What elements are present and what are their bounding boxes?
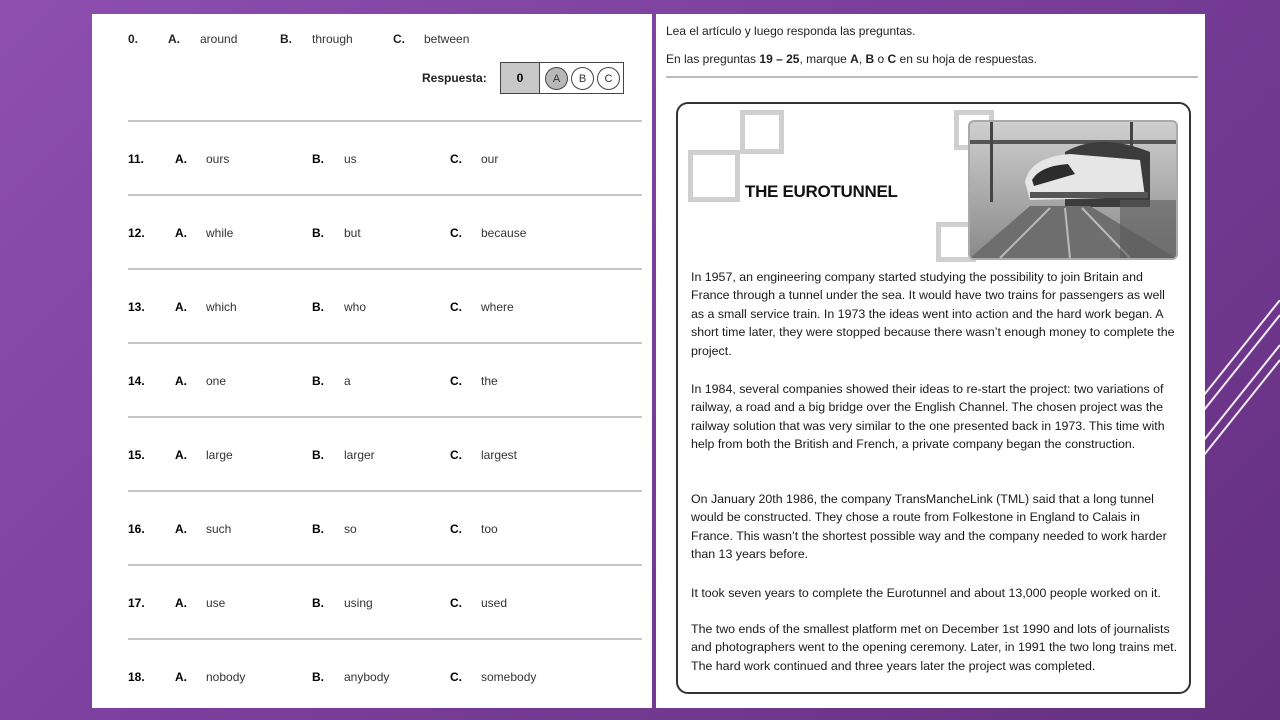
option-letter-a: A. <box>175 448 187 462</box>
divider <box>128 120 642 122</box>
article-title: THE EUROTUNNEL <box>745 182 898 201</box>
divider <box>128 342 642 344</box>
answer-bubble-a[interactable]: A <box>545 67 568 90</box>
instruction-2: En las preguntas 19 – 25, marque A, B o C en su hoja de respuestas. <box>666 52 1037 66</box>
option-b: us <box>344 152 357 166</box>
question-number: 15. <box>128 448 145 462</box>
option-letter-c: C. <box>450 448 462 462</box>
option-letter-b: B. <box>312 152 324 166</box>
option-b: so <box>344 522 357 536</box>
option-text: around <box>200 32 238 46</box>
answer-bubble-c[interactable]: C <box>597 67 620 90</box>
option-a: ours <box>206 152 230 166</box>
option-b: using <box>344 596 373 610</box>
option-b: but <box>344 226 361 240</box>
answer-box <box>500 62 624 94</box>
option-letter-b: B. <box>312 670 324 684</box>
option-letter-c: C. <box>450 374 462 388</box>
option-letter-a: A. <box>175 596 187 610</box>
option-b: a <box>344 374 351 388</box>
divider <box>128 194 642 196</box>
option-letter-c: C. <box>450 300 462 314</box>
paragraph-2: In 1984, several companies showed their ideas to re-start the project: two variations of railway, a road and a big bridge over the English Channel. The chosen project was the railway solution that was very similar to the one presented back in 1973. This time with help from both the British and French, a private company began the construction. <box>691 382 1165 452</box>
option-c: used <box>481 596 508 610</box>
divider <box>128 490 642 492</box>
question-row <box>128 596 628 616</box>
instruction-1: Lea el artículo y luego responda las preguntas. <box>666 24 916 38</box>
question-number: 0. <box>128 32 139 46</box>
option-letter-c: C. <box>450 226 462 240</box>
option-letter-a: A. <box>175 670 187 684</box>
paragraph-5: The two ends of the smallest platform met on December 1st 1990 and lots of journalists and photographers went to the opening ceremony. Later, in 1991 the two long trains met. The hard work continued and three years later the project was completed. <box>691 622 1178 673</box>
option-c: our <box>481 152 499 166</box>
divider <box>128 268 642 270</box>
question-row <box>128 448 628 468</box>
option-letter-b: B. <box>312 596 324 610</box>
option-letter-c: C. <box>450 152 462 166</box>
question-row <box>128 300 628 320</box>
option-text: through <box>312 32 353 46</box>
question-row <box>128 670 628 690</box>
question-number: 11. <box>128 152 145 166</box>
example-answer <box>422 62 627 94</box>
option-a: which <box>206 300 237 314</box>
train-photo <box>968 120 1178 260</box>
option-a: while <box>206 226 234 240</box>
option-letter-b: B. <box>312 226 324 240</box>
option-a: nobody <box>206 670 246 684</box>
option-b: larger <box>344 448 375 462</box>
option-letter-c: C. <box>450 522 462 536</box>
option-letter-b: B. <box>312 448 324 462</box>
paragraph-1: In 1957, an engineering company started studying the possibility to join Britain and France through a tunnel under the sea. It would have two trains for passengers as well as a small service train. In 1973 the ideas went into action and the hard work began. A short time later, they were stopped because there wasn’t enough money to complete the project. <box>691 270 1175 358</box>
option-letter-c: C. <box>450 670 462 684</box>
question-number: 14. <box>128 374 145 388</box>
answer-label: Respuesta: <box>422 71 487 85</box>
option-letter-a: A. <box>175 152 187 166</box>
decorative-square <box>688 150 740 202</box>
question-row <box>128 152 628 172</box>
question-number: 16. <box>128 522 145 536</box>
option-letter-a: A. <box>175 226 187 240</box>
train-photo-icon <box>970 122 1176 258</box>
question-number: 13. <box>128 300 145 314</box>
paragraph-4: It took seven years to complete the Eurotunnel and about 13,000 people worked on it. <box>691 586 1161 600</box>
option-c: because <box>481 226 527 240</box>
divider <box>128 416 642 418</box>
option-a: such <box>206 522 232 536</box>
option-c: largest <box>481 448 518 462</box>
option-letter-a: A. <box>175 300 187 314</box>
divider <box>128 564 642 566</box>
decorative-square <box>740 110 784 154</box>
example-question <box>128 30 628 50</box>
option-c: somebody <box>481 670 537 684</box>
option-letter-b: B. <box>312 374 324 388</box>
option-letter: B. <box>280 32 292 46</box>
decorative-lines <box>1200 300 1280 470</box>
divider <box>666 76 1198 78</box>
question-row <box>128 522 628 542</box>
option-b: anybody <box>344 670 390 684</box>
question-number: 18. <box>128 670 145 684</box>
option-c: the <box>481 374 498 388</box>
option-letter-b: B. <box>312 300 324 314</box>
question-row <box>128 374 628 394</box>
answer-number: 0 <box>501 63 540 93</box>
option-letter-a: A. <box>175 374 187 388</box>
answer-bubble-b[interactable]: B <box>571 67 594 90</box>
option-a: large <box>206 448 233 462</box>
option-a: use <box>206 596 226 610</box>
question-row <box>128 226 628 246</box>
article-box <box>676 102 1191 694</box>
option-letter-b: B. <box>312 522 324 536</box>
answer-options-page <box>92 14 652 708</box>
option-b: who <box>344 300 367 314</box>
option-a: one <box>206 374 227 388</box>
divider <box>128 638 642 640</box>
option-letter-c: C. <box>450 596 462 610</box>
option-c: too <box>481 522 498 536</box>
question-number: 17. <box>128 596 145 610</box>
question-number: 12. <box>128 226 145 240</box>
option-c: where <box>481 300 514 314</box>
reading-page <box>656 14 1205 708</box>
option-letter-a: A. <box>175 522 187 536</box>
paragraph-3: On January 20th 1986, the company TransMancheLink (TML) said that a long tunnel would be constructed. They chose a route from Folkestone in England to Calais in France. This wasn’t the shortest possible way and the company needed to work harder than 13 years before. <box>691 492 1167 562</box>
option-letter: A. <box>168 32 180 46</box>
option-text: between <box>424 32 470 46</box>
option-letter: C. <box>393 32 405 46</box>
